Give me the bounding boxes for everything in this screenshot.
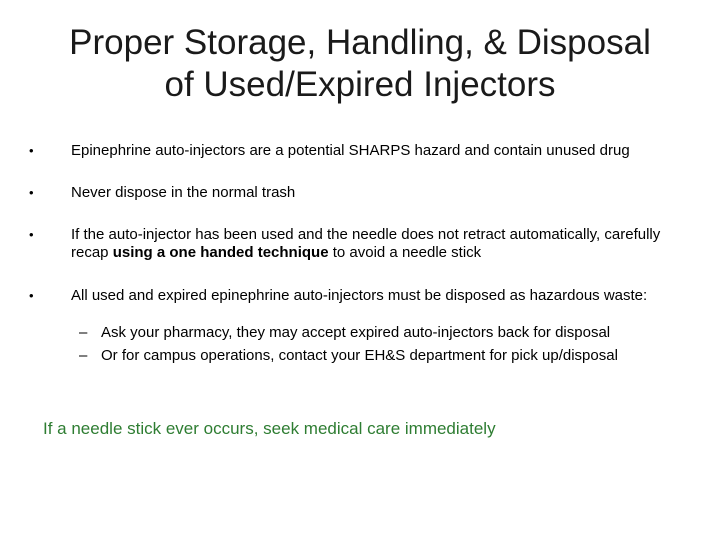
sub-item-campus (79, 347, 618, 365)
bullet-text-part: to avoid a needle stick (328, 244, 482, 261)
sub-item-pharmacy (79, 324, 610, 342)
slide-title-line-1: Proper Storage, Handling, & Disposal (69, 23, 651, 62)
bullet-marker: • (29, 288, 34, 303)
bullet-text-emphasis: using a one handed technique (112, 244, 329, 261)
bullet-marker: • (29, 185, 34, 200)
bullet-marker: • (29, 227, 34, 242)
sub-item-text: Or for campus operations, contact your EH&S department for pick up/disposal (101, 347, 618, 364)
sub-item-text: Ask your pharmacy, they may accept expired auto-injectors back for disposal (101, 324, 611, 341)
bullet-marker: • (29, 143, 34, 158)
slide-title-line-2: of Used/Expired Injectors (164, 65, 556, 104)
bullet-text-part: If the auto-injector has been used and the needle does not retract automatically, carefully recap (71, 226, 661, 261)
sub-item-dash: – (79, 324, 88, 341)
bullet-text: Epinephrine auto-injectors are a potential SHARPS hazard and contain unused drug (71, 142, 630, 159)
bullet-text: All used and expired epinephrine auto-injectors must be disposed as hazardous waste: (71, 287, 648, 304)
bullet-text: Never dispose in the normal trash (71, 184, 296, 201)
needle-stick-warning: If a needle stick ever occurs, seek medical care immediately (43, 419, 496, 438)
bullet-text-recap (71, 226, 696, 262)
sub-item-dash: – (79, 347, 88, 364)
